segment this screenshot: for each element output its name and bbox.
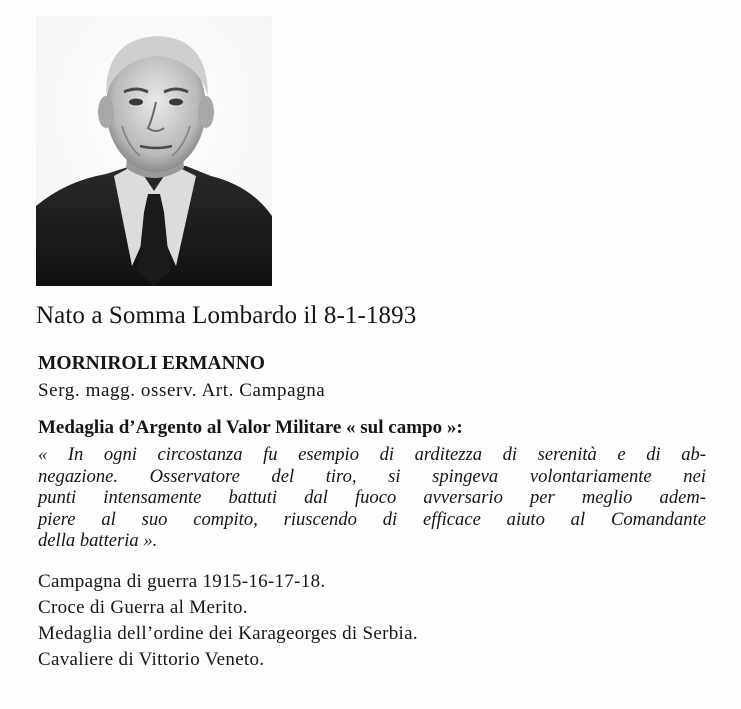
honors-list [38, 569, 418, 673]
medal-heading: Medaglia d’Argento al Valor Militare « sul campo »: [38, 417, 463, 438]
citation-line: « In ogni circostanza fu esempio di arditezza di serenità e di ab- [38, 444, 706, 465]
honor-item: Campagna di guerra 1915-16-17-18. [38, 571, 326, 592]
citation-line: punti intensamente battuti dal fuoco avversario per meglio adem- [38, 487, 706, 508]
honor-item: Medaglia dell’ordine dei Karageorges di Serbia. [38, 623, 418, 644]
citation-text [38, 444, 706, 552]
person-name: MORNIROLI ERMANNO [38, 353, 265, 374]
citation-line: piere al suo compito, riuscendo di efficace aiuto al Comandante [38, 508, 706, 530]
honor-item: Croce di Guerra al Merito. [38, 597, 248, 618]
portrait-photo [36, 16, 272, 286]
birth-line: Nato a Somma Lombardo il 8-1-1893 [36, 302, 417, 329]
rank-line: Serg. magg. osserv. Art. Campagna [38, 380, 326, 401]
citation-line: negazione. Osservatore del tiro, si spingeva volontariamente nei [38, 465, 706, 487]
honor-item: Cavaliere di Vittorio Veneto. [38, 649, 265, 670]
citation-line: della batteria ». [38, 530, 158, 551]
